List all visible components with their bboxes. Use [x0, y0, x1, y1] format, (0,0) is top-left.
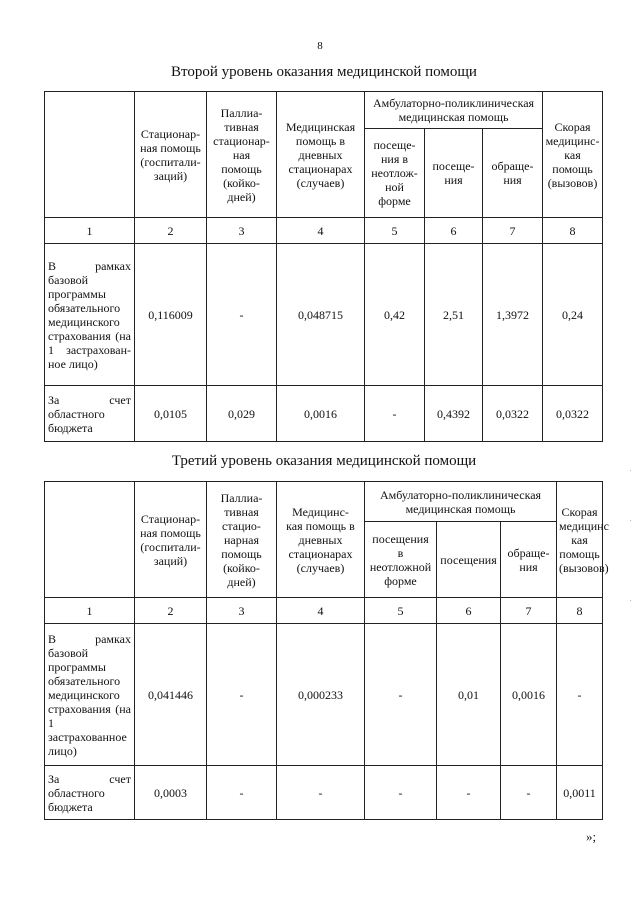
header-appeals: обраще- ния — [501, 522, 557, 598]
scan-margin-mark — [630, 600, 631, 601]
header-inpatient: Стационар- ная помощь (госпитали- заций) — [135, 92, 207, 218]
table-cell: 0,0016 — [277, 386, 365, 442]
table-cell: 1,3972 — [483, 244, 543, 386]
table-cell: 0,01 — [437, 624, 501, 766]
column-number: 5 — [365, 598, 437, 624]
table-cell: - — [277, 766, 365, 820]
column-number: 7 — [501, 598, 557, 624]
header-visits: посеще- ния — [425, 129, 483, 218]
table-cell: - — [365, 766, 437, 820]
header-day-hospital: Медицинс- кая помощь в дневных стационарах (случаев) — [277, 482, 365, 598]
row-label: В рамках базовой программы обязательного медицинского страхования (на 1 застрахован-ное лицо) — [45, 244, 135, 386]
table-cell: 0,000233 — [277, 624, 365, 766]
column-number: 1 — [45, 598, 135, 624]
column-number: 4 — [277, 598, 365, 624]
table-cell: 0,24 — [543, 244, 603, 386]
table-level-2 — [44, 91, 603, 442]
table-cell: - — [557, 624, 603, 766]
column-number-row — [45, 218, 603, 244]
header-urgent-visits: посеще- ния в неотлож- ной форме — [365, 129, 425, 218]
table-cell: - — [365, 624, 437, 766]
table-cell: 0,041446 — [135, 624, 207, 766]
column-number: 5 — [365, 218, 425, 244]
scan-margin-mark — [630, 470, 631, 471]
table-cell: - — [207, 766, 277, 820]
column-number: 3 — [207, 598, 277, 624]
column-number: 1 — [45, 218, 135, 244]
table-cell: - — [207, 244, 277, 386]
section-title-level-2: Второй уровень оказания медицинской помощи — [171, 64, 477, 80]
table-cell: 0,0003 — [135, 766, 207, 820]
column-number: 6 — [425, 218, 483, 244]
table-cell: 0,4392 — [425, 386, 483, 442]
table-row — [45, 624, 603, 766]
table-row — [45, 244, 603, 386]
header-day-hospital: Медицинская помощь в дневных стационарах (случаев) — [277, 92, 365, 218]
row-label: В рамках базовой программы обязательного медицинского страхования (на 1 застрахованное лицо) — [45, 624, 135, 766]
table-level-3 — [44, 481, 609, 820]
header-visits: посещения — [437, 522, 501, 598]
header-palliative: Паллиа- тивная стацио- нарная помощь (койко- дней) — [207, 482, 277, 598]
section-title-level-3: Третий уровень оказания медицинской помощи — [171, 453, 477, 469]
column-number: 8 — [557, 598, 603, 624]
header-ambulatory-group: Амбулаторно-поликлиническая медицинская помощь — [365, 92, 543, 129]
header-palliative: Паллиа- тивная стационар- ная помощь (койко- дней) — [207, 92, 277, 218]
table-cell: - — [365, 386, 425, 442]
header-cell-empty — [45, 92, 135, 218]
column-number: 7 — [483, 218, 543, 244]
header-inpatient: Стационар- ная помощь (госпитали- заций) — [135, 482, 207, 598]
header-row — [45, 482, 603, 522]
table-cell: 0,0016 — [501, 624, 557, 766]
table-cell: 0,048715 — [277, 244, 365, 386]
table-cell: 0,0011 — [557, 766, 603, 820]
table-cell: 0,0322 — [543, 386, 603, 442]
table-cell: 0,0105 — [135, 386, 207, 442]
column-number: 3 — [207, 218, 277, 244]
column-number: 6 — [437, 598, 501, 624]
row-label: За счет областного бюджета — [45, 766, 135, 820]
table-cell: 0,0322 — [483, 386, 543, 442]
scan-margin-mark — [630, 520, 631, 521]
header-ambulance: Скорая медицинс кая помощь (вызовов) — [557, 482, 603, 598]
column-number: 8 — [543, 218, 603, 244]
header-appeals: обраще- ния — [483, 129, 543, 218]
table-row — [45, 386, 603, 442]
column-number-row — [45, 598, 603, 624]
table-cell: 2,51 — [425, 244, 483, 386]
header-urgent-visits: посещения в неотложной форме — [365, 522, 437, 598]
header-row — [45, 92, 603, 129]
table-row — [45, 766, 603, 820]
closing-quote: »; — [586, 829, 597, 844]
header-ambulatory-group: Амбулаторно-поликлиническая медицинская помощь — [365, 482, 557, 522]
column-number: 2 — [135, 598, 207, 624]
table-cell: - — [501, 766, 557, 820]
table-cell: 0,029 — [207, 386, 277, 442]
row-label: За счет областного бюджета — [45, 386, 135, 442]
column-number: 2 — [135, 218, 207, 244]
column-number: 4 — [277, 218, 365, 244]
page-number: 8 — [317, 40, 323, 52]
table-cell: 0,42 — [365, 244, 425, 386]
table-cell: - — [207, 624, 277, 766]
table-cell: - — [437, 766, 501, 820]
header-cell-empty — [45, 482, 135, 598]
header-ambulance: Скорая медицинс- кая помощь (вызовов) — [543, 92, 603, 218]
table-cell: 0,116009 — [135, 244, 207, 386]
